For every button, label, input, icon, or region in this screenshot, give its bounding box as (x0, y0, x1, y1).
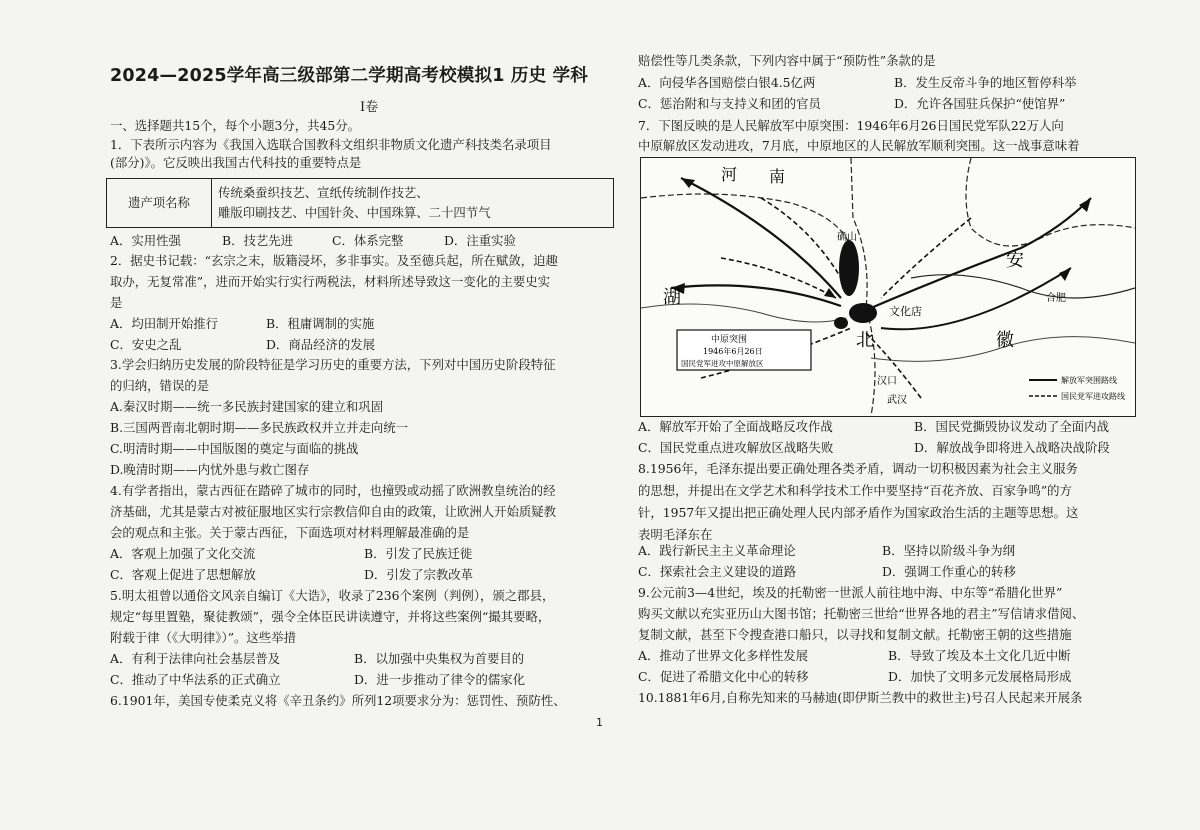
q2-stem-line: 是 (110, 295, 123, 310)
table-content-line: 传统桑蚕织技艺、宣纸传统制作技艺、 (218, 185, 429, 200)
table-content-cell (212, 179, 614, 228)
option-b: B．技艺先进 (222, 233, 294, 248)
exam-title: 2024—2025学年高三级部第二学期高考校模拟1 历史 学科 (110, 66, 588, 86)
map-label: 南 (769, 167, 786, 186)
option-b: B．引发了民族迁徙 (364, 546, 473, 561)
option-c: C．促进了希腊文化中心的转移 (638, 669, 809, 684)
q9-stem-line: 购买文献以充实亚历山大图书馆；托勒密三世给“世界各地的君主”写信请求借阅、 (638, 606, 1085, 621)
q4-stem-line: 4.有学者指出，蒙古西征在踏碎了城市的同时，也撞毁或动摇了欧洲教皇统治的经 (110, 483, 556, 498)
option-a: A．践行新民主主义革命理论 (638, 543, 796, 558)
q7-stem-line: 中原解放区发动进攻，7月底，中原地区的人民解放军顺利突围。这一战事意味着 (638, 138, 1080, 153)
q3-option-a: A.秦汉时期——统一多民族封建国家的建立和巩固 (110, 399, 384, 414)
option-d: D．注重实验 (444, 233, 516, 248)
q3-option-c: C.明清时期——中国版图的奠定与面临的挑战 (110, 441, 359, 456)
q5-stem-line: 规定“每里置塾，聚徒教颂”，强令全体臣民讲读遵守，并将这些案例“撮其要略， (110, 609, 551, 624)
map-label: 河 (721, 165, 738, 184)
section-heading: 一、选择题共15个，每个小题3分，共45分。 (110, 118, 361, 133)
option-d: D．允许各国驻兵保护“使馆界” (894, 96, 1066, 111)
q4-stem-line: 会的观点和主张。关于蒙古西征，下面选项对材料理解最准确的是 (110, 525, 470, 540)
option-c: C．体系完整 (332, 233, 404, 248)
option-d: D．解放战争即将进入战略决战阶段 (914, 440, 1110, 455)
table-content-line: 雕版印刷技艺、中国针灸、中国珠算、二十四节气 (218, 205, 491, 220)
q5-stem-line: 附载于律（《大明律》）”。这些举措 (110, 630, 296, 645)
table-header-cell: 遗产项名称 (107, 179, 212, 228)
page-number: 1 (596, 716, 603, 729)
option-d: D．引发了宗教改革 (364, 567, 474, 582)
option-a: A．有利于法律向社会基层普及 (110, 651, 281, 666)
q6-stem-line: 6.1901年，美国专使柔克义将《辛丑条约》所列12项要求分为：惩罚性、预防性、 (110, 693, 566, 708)
q8-stem-line: 针，1957年又提出把正确处理人民内部矛盾作为国家政治生活的主题等思想。这 (638, 505, 1079, 520)
q3-option-b: B.三国两晋南北朝时期——多民族政权并立并走向统一 (110, 420, 409, 435)
inset-title: 中原突围 (711, 335, 748, 345)
q5-stem-line: 5.明太祖曾以通俗文风亲自编订《大诰》，收录了236个案例（判例），颁之郡县， (110, 588, 555, 603)
option-d: D．加快了文明多元发展格局形成 (888, 669, 1072, 684)
option-a: A．解放军开始了全面战略反攻作战 (638, 419, 833, 434)
option-b: B．以加强中央集权为首要目的 (354, 651, 525, 666)
option-c: C．安史之乱 (110, 337, 182, 352)
q3-stem-line: 的归纳，错误的是 (110, 378, 210, 393)
map-label: 北 (856, 330, 874, 351)
map-label: 湖 (663, 287, 681, 308)
q2-stem-line: 取办，无复常准”，进而开始实行实行两税法，材料所述导致这一变化的主要史实 (110, 274, 551, 289)
q10-stem-line: 10.1881年6月,自称先知来的马赫迪(即伊斯兰教中的救世主)号召人民起来开展条 (638, 690, 1083, 705)
option-d: D．进一步推动了律令的儒家化 (354, 672, 526, 687)
q9-stem-line: 复制文献，甚至下令搜查港口船只，以寻找和复制文献。托勒密王朝的这些措施 (638, 627, 1072, 642)
q9-stem-line: 9.公元前3—4世纪，埃及的托勒密一世派人前往地中海、中东等“希腊化世界” (638, 585, 1063, 600)
option-b: B．发生反帝斗争的地区暂停科举 (894, 75, 1077, 90)
option-d: D．强调工作重心的转移 (882, 564, 1016, 579)
q8-stem-line: 的思想，并提出在文学艺术和科学技术工作中要坚持“百花齐放、百家争鸣”的方 (638, 483, 1072, 498)
option-c: C．探索社会主义建设的道路 (638, 564, 797, 579)
map-label: 汉口 (877, 376, 897, 387)
q1-stem-line: (部分)》。它反映出我国古代科技的重要特点是 (110, 155, 362, 170)
q4-stem-line: 济基础，尤其是蒙古对被征服地区实行宗教信仰自由的政策，让欧洲人开始质疑教 (110, 504, 557, 519)
map-label: 徽 (996, 330, 1014, 351)
map-label: 确山 (837, 232, 857, 243)
option-c: C．国民党重点进攻解放区战略失败 (638, 440, 834, 455)
q3-stem-line: 3.学会归纳历史发展的阶段特征是学习历史的重要方法，下列对中国历史阶段特征 (110, 357, 556, 372)
option-b: B．国民党撕毁协议发动了全面内战 (914, 419, 1109, 434)
legend-dashed: 国民党军进攻路线 (1061, 392, 1125, 401)
option-b: B．租庸调制的实施 (266, 316, 375, 331)
option-c: C．客观上促进了思想解放 (110, 567, 256, 582)
option-a: A．客观上加强了文化交流 (110, 546, 256, 561)
q2-stem-line: 2．据史书记载：“玄宗之末，版籍浸坏，多非事实。及至德兵起，所在赋敛，迫趣 (110, 253, 558, 268)
q8-stem-line: 表明毛泽东在 (638, 527, 713, 542)
q8-stem-line: 8.1956年，毛泽东提出要正确处理各类矛盾，调动一切积极因素为社会主义服务 (638, 461, 1078, 476)
q7-stem-line: 7．下图反映的是人民解放军中原突围：1946年6月26日国民党军队22万人向 (638, 118, 1064, 133)
legend-solid: 解放军突围路线 (1061, 376, 1117, 385)
option-c: C．推动了中华法系的正式确立 (110, 672, 281, 687)
map-label: 文化店 (889, 305, 922, 318)
inset-note: 国民党军进攻中原解放区 (681, 359, 764, 368)
option-b: B．坚持以阶级斗争为纲 (882, 543, 1016, 558)
option-a: A．向侵华各国赔偿白银4.5亿两 (638, 75, 816, 90)
q6-stem-line: 赔偿性等几类条款，下列内容中属于“预防性”条款的是 (638, 53, 936, 68)
q1-stem-line: 1．下表所示内容为《我国入选联合国教科文组织非物质文化遗产科技类名录项目 (110, 137, 552, 152)
option-a: A．实用性强 (110, 233, 181, 248)
heritage-table (106, 178, 614, 228)
map-label: 安 (1006, 250, 1024, 271)
option-b: B．导致了埃及本土文化几近中断 (888, 648, 1071, 663)
central-plains-breakout-map (640, 157, 1136, 417)
option-c: C．惩治附和与支持义和团的官员 (638, 96, 821, 111)
option-d: D．商品经济的发展 (266, 337, 376, 352)
option-a: A．推动了世界文化多样性发展 (638, 648, 809, 663)
map-svg (641, 158, 1135, 416)
q3-option-d: D.晚清时期——内忧外患与救亡图存 (110, 462, 310, 477)
volume-label: I卷 (360, 100, 379, 115)
inset-date: 1946年6月26日 (703, 347, 763, 356)
option-a: A．均田制开始推行 (110, 316, 219, 331)
map-label: 武汉 (887, 395, 907, 406)
map-label: 合肥 (1046, 293, 1066, 304)
